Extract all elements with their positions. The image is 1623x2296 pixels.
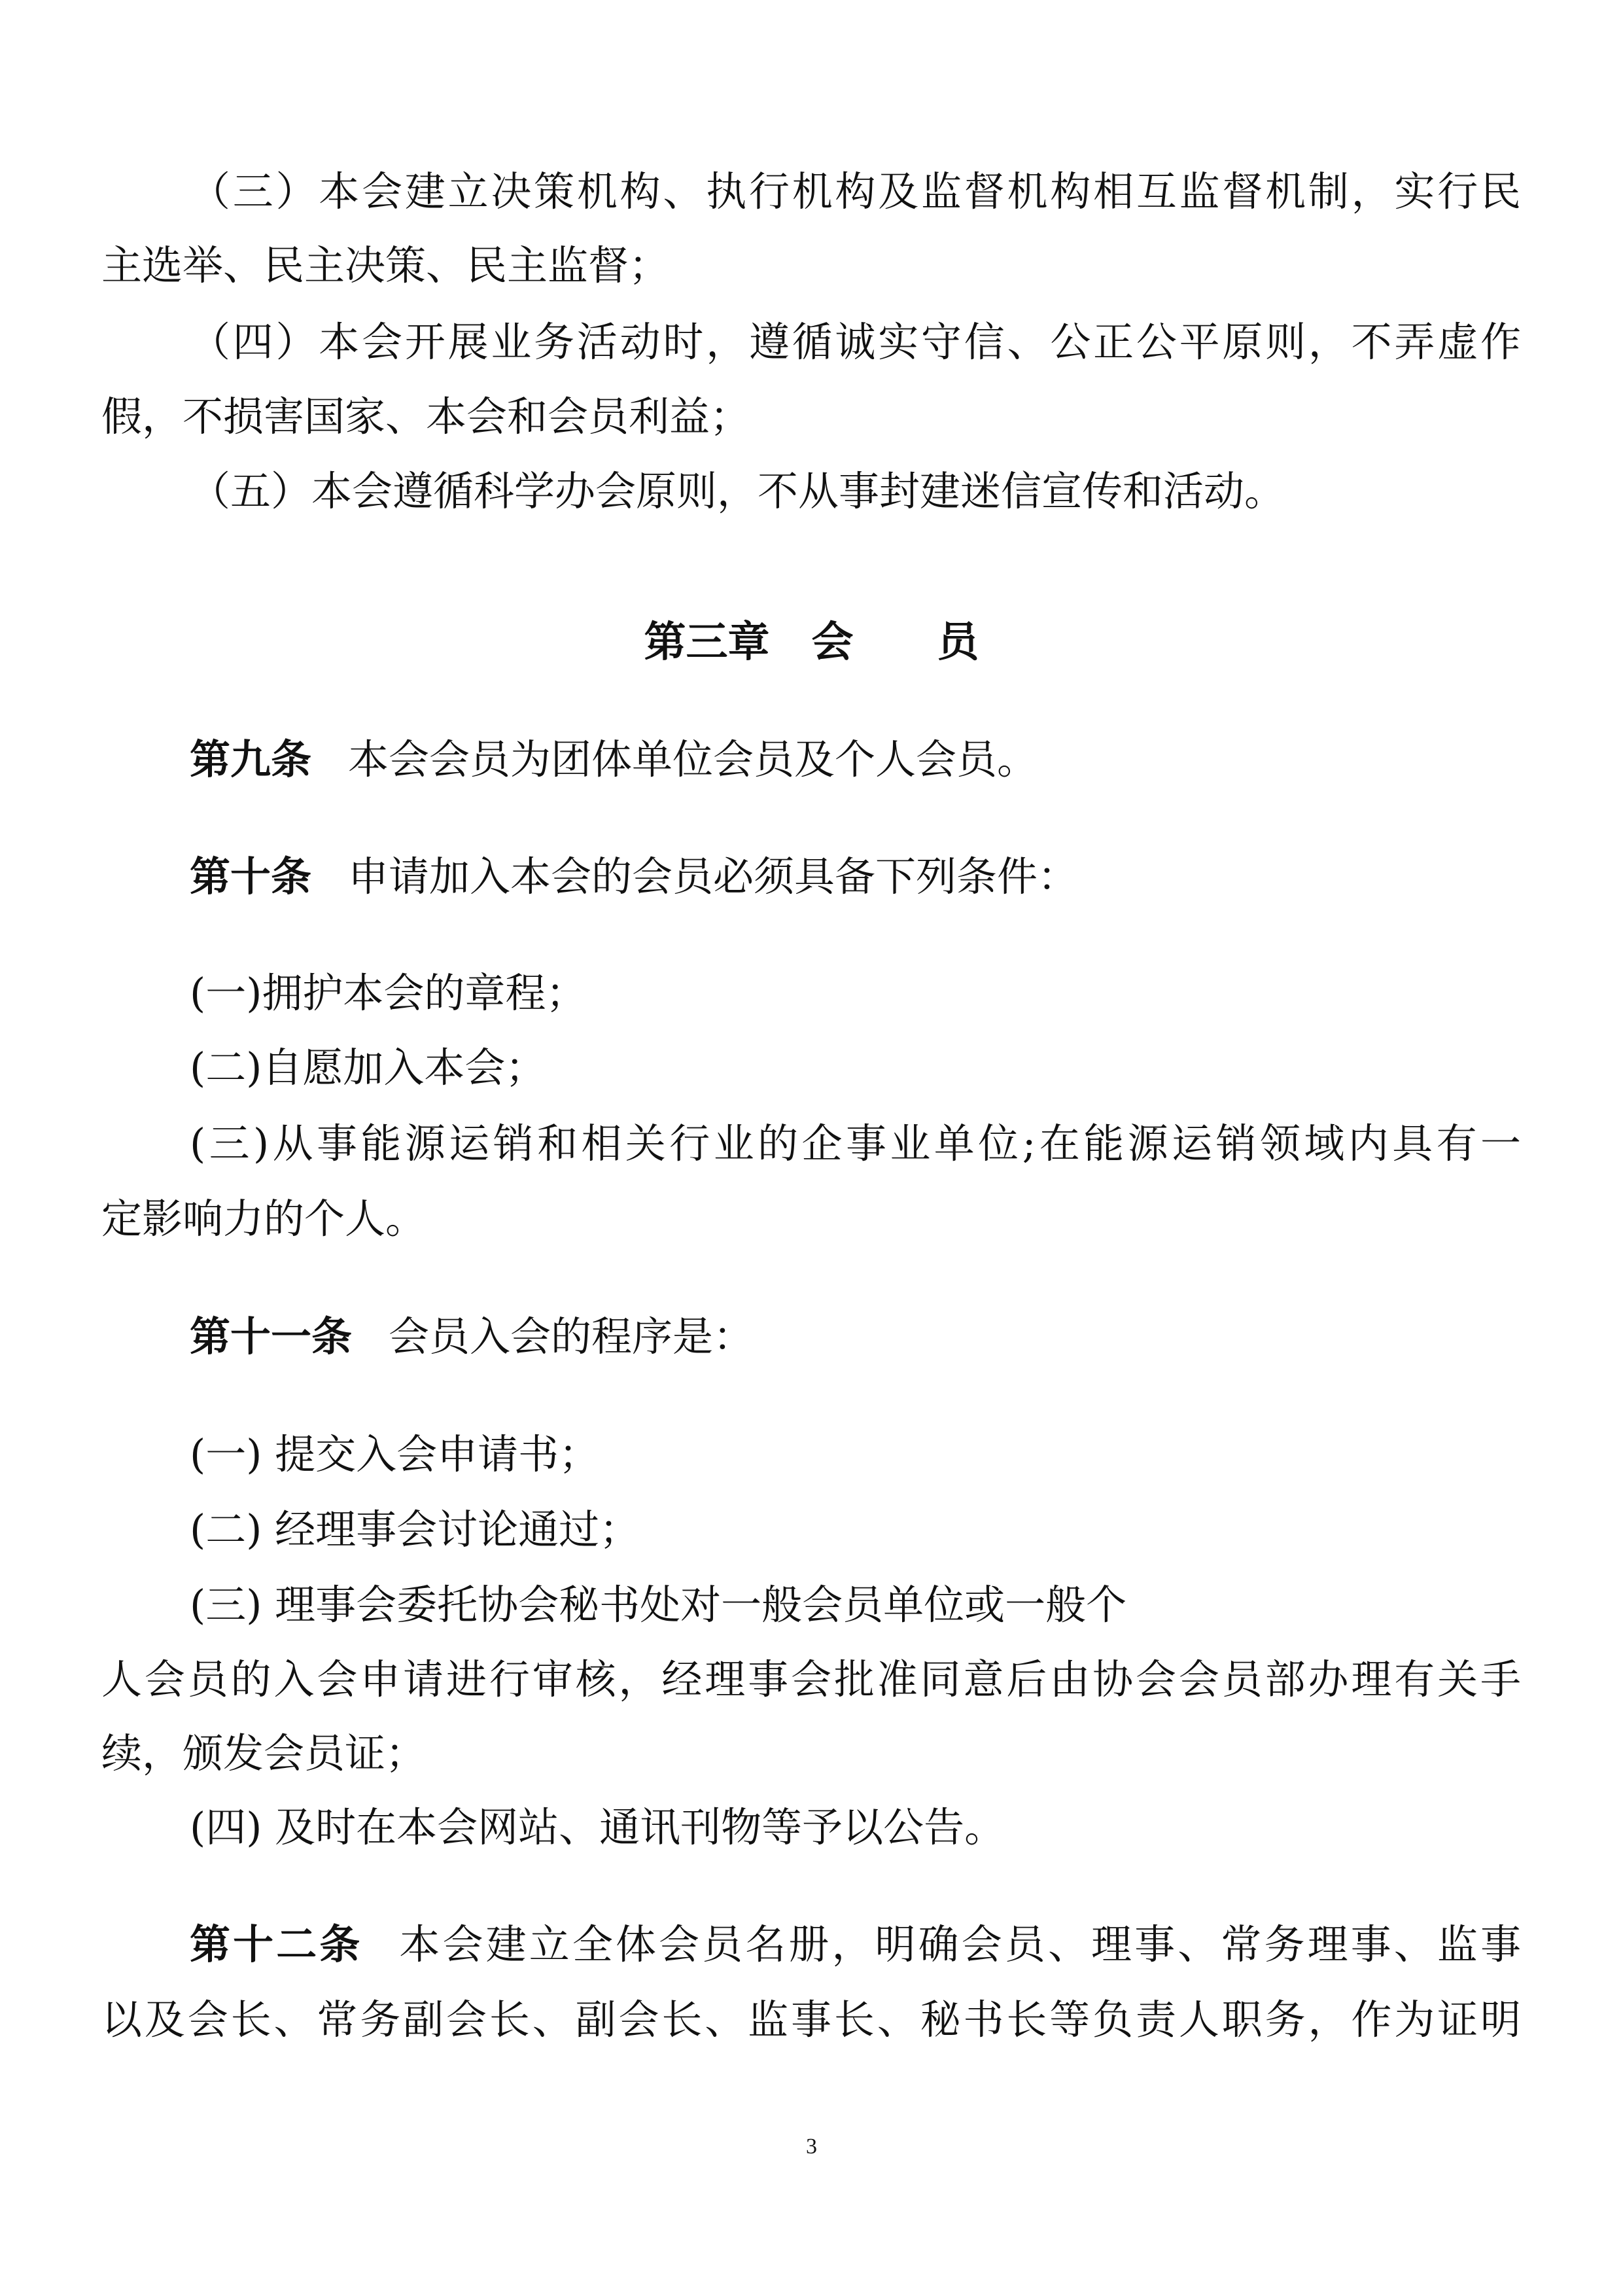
- article-11-item: (二) 经理事会讨论通过；: [190, 1506, 640, 1553]
- article-11-title: 第十一条: [190, 1313, 353, 1360]
- article-11-item-continued: 人会员的入会申请进行审核，经理事会批准同意后由协会会员部办理有关手: [101, 1655, 1521, 1703]
- article-10-item: (一)拥护本会的章程；: [190, 969, 587, 1017]
- article-12-text: 本会建立全体会员名册，明确会员、理事、常务理事、监事: [399, 1920, 1521, 1968]
- article-10-item-continued: 定影响力的个人。: [101, 1195, 427, 1243]
- article-11-item: (一) 提交入会申请书；: [190, 1430, 600, 1478]
- article-11-text: 会员入会的程序是：: [389, 1313, 754, 1360]
- article-12-line-2: 以及会长、常务副会长、副会长、监事长、秘书长等负责人职务，作为证明: [101, 1996, 1521, 2043]
- article-9: [190, 737, 1038, 783]
- article-10-text: 申请加入本会的会员必须具备下列条件：: [348, 853, 1079, 900]
- paragraph-3-line-2: 主选举、民主决策、民主监督；: [101, 241, 670, 289]
- article-10-title: 第十条: [190, 853, 312, 900]
- article-10: [190, 854, 1078, 900]
- article-11: [190, 1314, 754, 1360]
- paragraph-5: （五）本会遵循科学办会原则，不从事封建迷信宣传和活动。: [190, 467, 1285, 515]
- chapter-title: 第三章 会 员: [644, 618, 979, 667]
- paragraph-4-line-2: 假，不损害国家、本会和会员利益；: [101, 393, 751, 440]
- article-11-item: (四) 及时在本会网站、通讯刊物等予以公告。: [190, 1803, 1005, 1851]
- article-9-title: 第九条: [190, 735, 312, 783]
- article-9-text: 本会会员为团体单位会员及个人会员。: [348, 735, 1038, 783]
- paragraph-4-line-1: （四）本会开展业务活动时，遵循诚实守信、公正公平原则，不弄虚作: [190, 318, 1521, 366]
- article-12: [190, 1922, 1521, 1968]
- paragraph-3-line-1: （三）本会建立决策机构、执行机构及监督机构相互监督机制，实行民: [190, 168, 1521, 215]
- article-11-item: (三) 理事会委托协会秘书处对一般会员单位或一般个: [190, 1581, 1127, 1629]
- article-12-title: 第十二条: [190, 1920, 363, 1968]
- page-number: 3: [806, 2134, 817, 2159]
- article-11-item-continued: 续，颁发会员证；: [101, 1729, 427, 1777]
- article-10-item: (二)自愿加入本会；: [190, 1044, 546, 1091]
- article-10-item: (三)从事能源运销和相关行业的企事业单位;在能源运销领域内具有一: [190, 1120, 1521, 1167]
